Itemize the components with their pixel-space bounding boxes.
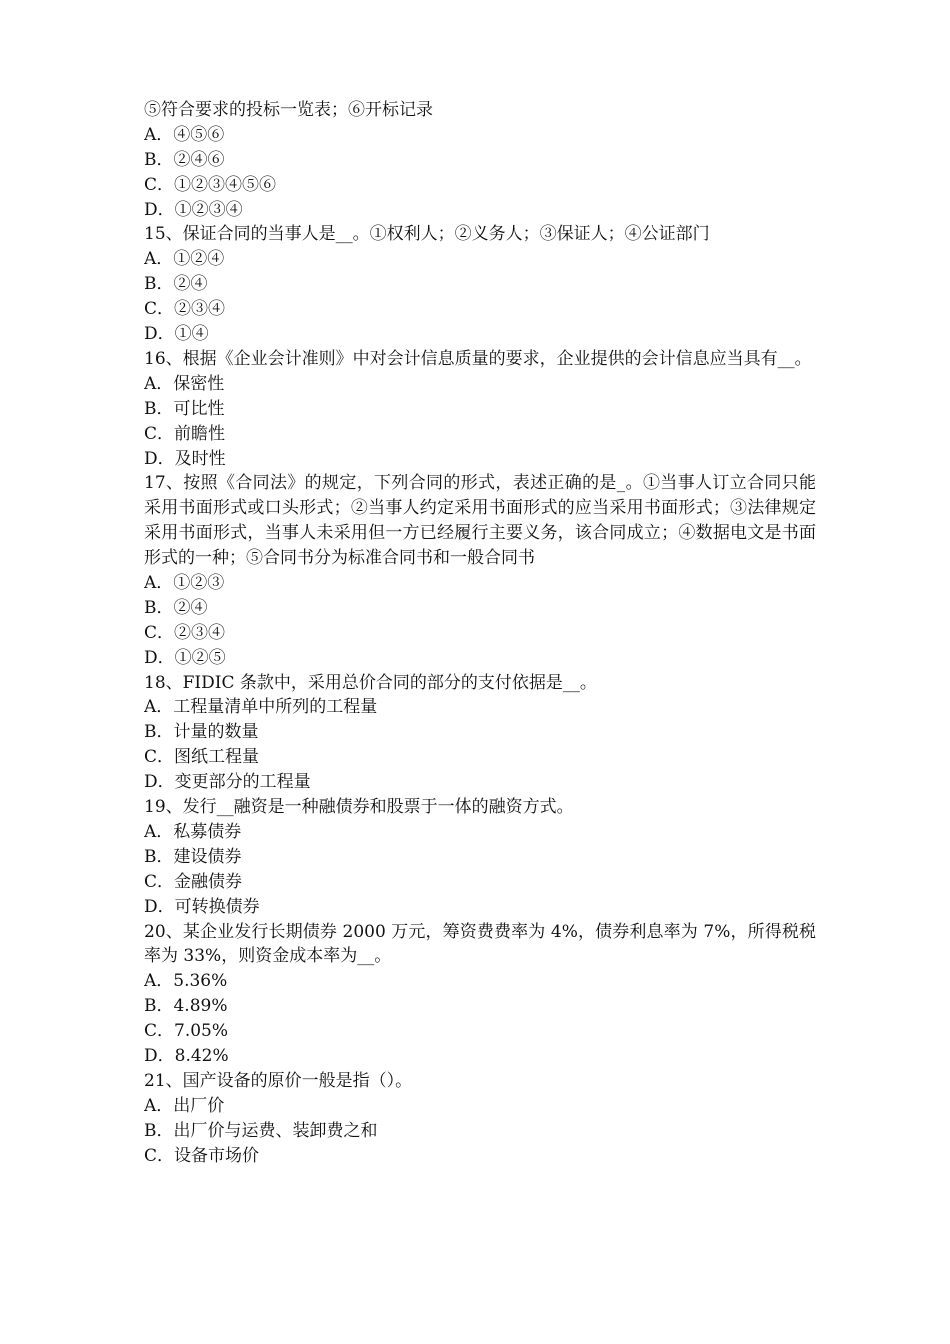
question-text: 19、发行__融资是一种融债券和股票于一体的融资方式。	[144, 797, 574, 818]
answer-option: D．及时性	[144, 448, 226, 469]
answer-option: A．工程量清单中所列的工程量	[144, 697, 378, 718]
answer-option: D．可转换债券	[144, 896, 260, 917]
question-text: 18、FIDIC 条款中，采用总价合同的部分的支付依据是__。	[144, 672, 597, 693]
answer-option: C．图纸工程量	[144, 747, 260, 768]
answer-option: B．②④	[144, 274, 208, 295]
answer-option: C．②③④	[144, 299, 226, 320]
answer-option: D．①④	[144, 324, 209, 345]
question-text: 16、根据《企业会计准则》中对会计信息质量的要求，企业提供的会计信息应当具有__。	[144, 348, 812, 369]
answer-option: B．可比性	[144, 398, 225, 419]
answer-option: B．②④⑥	[144, 149, 225, 170]
question-text: 21、国产设备的原价一般是指（）。	[144, 1070, 413, 1091]
answer-option: B．②④	[144, 597, 208, 618]
answer-option: B．计量的数量	[144, 722, 259, 743]
answer-option: A．④⑤⑥	[144, 124, 225, 145]
answer-option: A．①②③	[144, 573, 225, 594]
document-page	[144, 98, 816, 1168]
answer-option: B．出厂价与运费、装卸费之和	[144, 1120, 378, 1141]
answer-option: C．②③④	[144, 622, 226, 643]
answer-option: D．变更部分的工程量	[144, 772, 311, 793]
answer-option: A．①②④	[144, 249, 225, 270]
answer-option: C．金融债券	[144, 871, 243, 892]
answer-option: A．保密性	[144, 373, 225, 394]
question-text: 15、保证合同的当事人是__。①权利人；②义务人；③保证人；④公证部门	[144, 224, 710, 245]
answer-option: C．①②③④⑤⑥	[144, 174, 277, 195]
answer-option: A．出厂价	[144, 1095, 225, 1116]
answer-option: D．①②③④	[144, 199, 243, 220]
answer-option: C．7.05%	[144, 1021, 229, 1042]
answer-option: D．①②⑤	[144, 647, 226, 668]
question-text: 20、某企业发行长期债券 2000 万元，筹资费费率为 4%，债券利息率为 7%，所得税税率为 33%，则资金成本率为__。	[144, 921, 816, 967]
answer-option: B．4.89%	[144, 996, 228, 1017]
continued-text: ⑤符合要求的投标一览表；⑥开标记录	[144, 100, 433, 120]
answer-option: A．5.36%	[144, 971, 228, 992]
answer-option: A．私募债券	[144, 821, 242, 842]
answer-option: B．建设债券	[144, 846, 242, 867]
answer-option: C．前瞻性	[144, 423, 226, 444]
question-text: 17、按照《合同法》的规定，下列合同的形式，表述正确的是_。①当事人订立合同只能采用书面形式或口头形式；②当事人约定采用书面形式的应当采用书面形式；③法律规定采用书面形式，当事人未采用但一方已经履行主要义务，该合同成立；④数据电文是书面形式的一种；⑤合同书分为标准合同书和一般合同书	[144, 473, 816, 569]
answer-option: C．设备市场价	[144, 1145, 260, 1166]
answer-option: D．8.42%	[144, 1046, 229, 1066]
